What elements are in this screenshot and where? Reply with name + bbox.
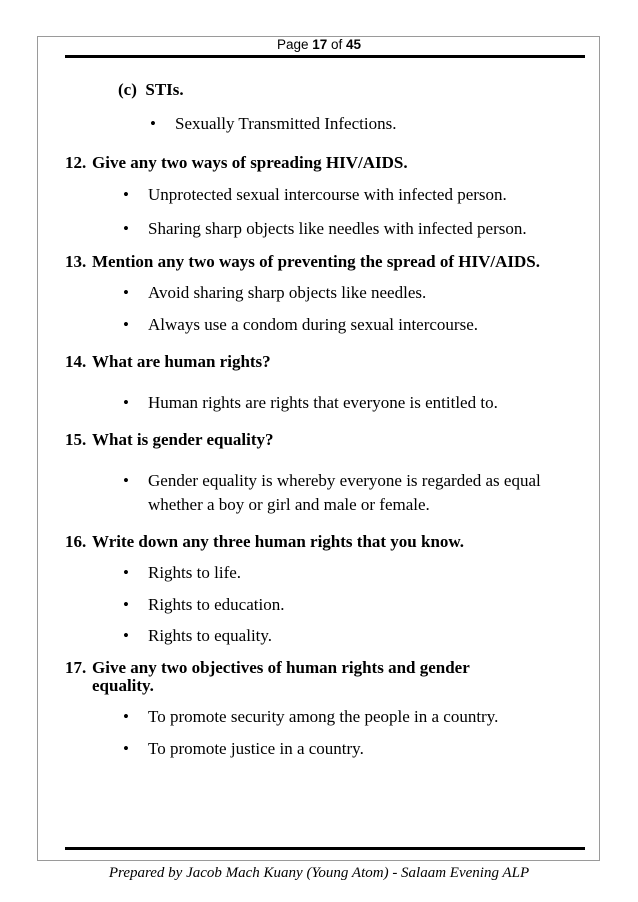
question-title: Mention any two ways of preventing the spread of HIV/AIDS. <box>92 252 541 271</box>
list-item <box>123 469 541 493</box>
list-item-text: Rights to life. <box>148 563 242 582</box>
question-title: What are human rights? <box>92 352 271 371</box>
footer-rule <box>65 847 585 850</box>
bullet-icon: • <box>123 739 129 758</box>
question-title-line-1: Give any two objectives of human rights and gender <box>92 658 470 677</box>
question-number: 15. <box>65 430 87 449</box>
list-item-text: Rights to equality. <box>148 626 273 645</box>
list-item <box>123 561 242 585</box>
question-13 <box>65 252 541 271</box>
list-item <box>123 705 499 729</box>
list-item <box>123 183 507 207</box>
question-14 <box>65 352 271 371</box>
page-header <box>0 37 638 52</box>
bullet-icon: • <box>123 626 129 645</box>
list-item <box>123 281 427 305</box>
bullet-icon: • <box>123 595 129 614</box>
list-item-text: Always use a condom during sexual intercourse. <box>148 315 478 334</box>
sub-question-label: (c) <box>118 80 137 99</box>
question-number: 12. <box>65 153 87 172</box>
question-number: 17. <box>65 658 87 677</box>
list-item <box>123 313 478 337</box>
sub-question-c <box>118 80 184 100</box>
question-title: Give any two ways of spreading HIV/AIDS. <box>92 153 408 172</box>
question-number: 13. <box>65 252 87 271</box>
list-item-text: Gender equality is whereby everyone is regarded as equal <box>148 471 541 490</box>
bullet-icon: • <box>123 471 129 490</box>
sub-question-title: STIs. <box>145 80 184 99</box>
question-16 <box>65 532 465 551</box>
list-item <box>123 593 285 617</box>
question-17 <box>65 658 470 677</box>
list-item-continuation <box>148 493 430 517</box>
question-15 <box>65 430 274 449</box>
question-title: Write down any three human rights that you know. <box>92 532 465 551</box>
bullet-icon: • <box>123 283 129 302</box>
bullet-icon: • <box>123 563 129 582</box>
list-item <box>123 217 527 241</box>
bullet-icon: • <box>123 219 129 238</box>
bullet-icon: • <box>123 185 129 204</box>
list-item-text: Avoid sharing sharp objects like needles. <box>148 283 427 302</box>
bullet-icon: • <box>123 707 129 726</box>
question-17-continuation <box>92 676 154 695</box>
question-number: 14. <box>65 352 87 371</box>
question-number: 16. <box>65 532 87 551</box>
page-footer: Prepared by Jacob Mach Kuany (Young Atom) - Salaam Evening ALP <box>108 865 530 881</box>
list-item-text: To promote security among the people in a country. <box>148 707 499 726</box>
bullet-icon: • <box>150 114 156 133</box>
list-item-text: Sharing sharp objects like needles with infected person. <box>148 219 527 238</box>
total-pages-number: 45 <box>346 37 362 52</box>
list-item <box>123 737 364 761</box>
header-rule <box>65 55 585 58</box>
bullet-icon: • <box>123 393 129 412</box>
list-item-text: whether a boy or girl and male or female. <box>148 495 430 514</box>
list-item <box>123 624 273 648</box>
list-item-text: Unprotected sexual intercourse with infected person. <box>148 185 507 204</box>
question-title: What is gender equality? <box>92 430 274 449</box>
question-12 <box>65 153 408 172</box>
list-item <box>150 112 397 136</box>
list-item <box>123 391 498 415</box>
bullet-icon: • <box>123 315 129 334</box>
current-page-number: 17 <box>312 37 328 52</box>
list-item-text: Sexually Transmitted Infections. <box>175 114 397 133</box>
list-item-text: To promote justice in a country. <box>148 739 364 758</box>
page-of-label: of <box>327 37 347 52</box>
question-title-line-2: equality. <box>92 676 154 695</box>
page-label: Page <box>276 37 313 52</box>
list-item-text: Human rights are rights that everyone is entitled to. <box>148 393 498 412</box>
list-item-text: Rights to education. <box>148 595 285 614</box>
